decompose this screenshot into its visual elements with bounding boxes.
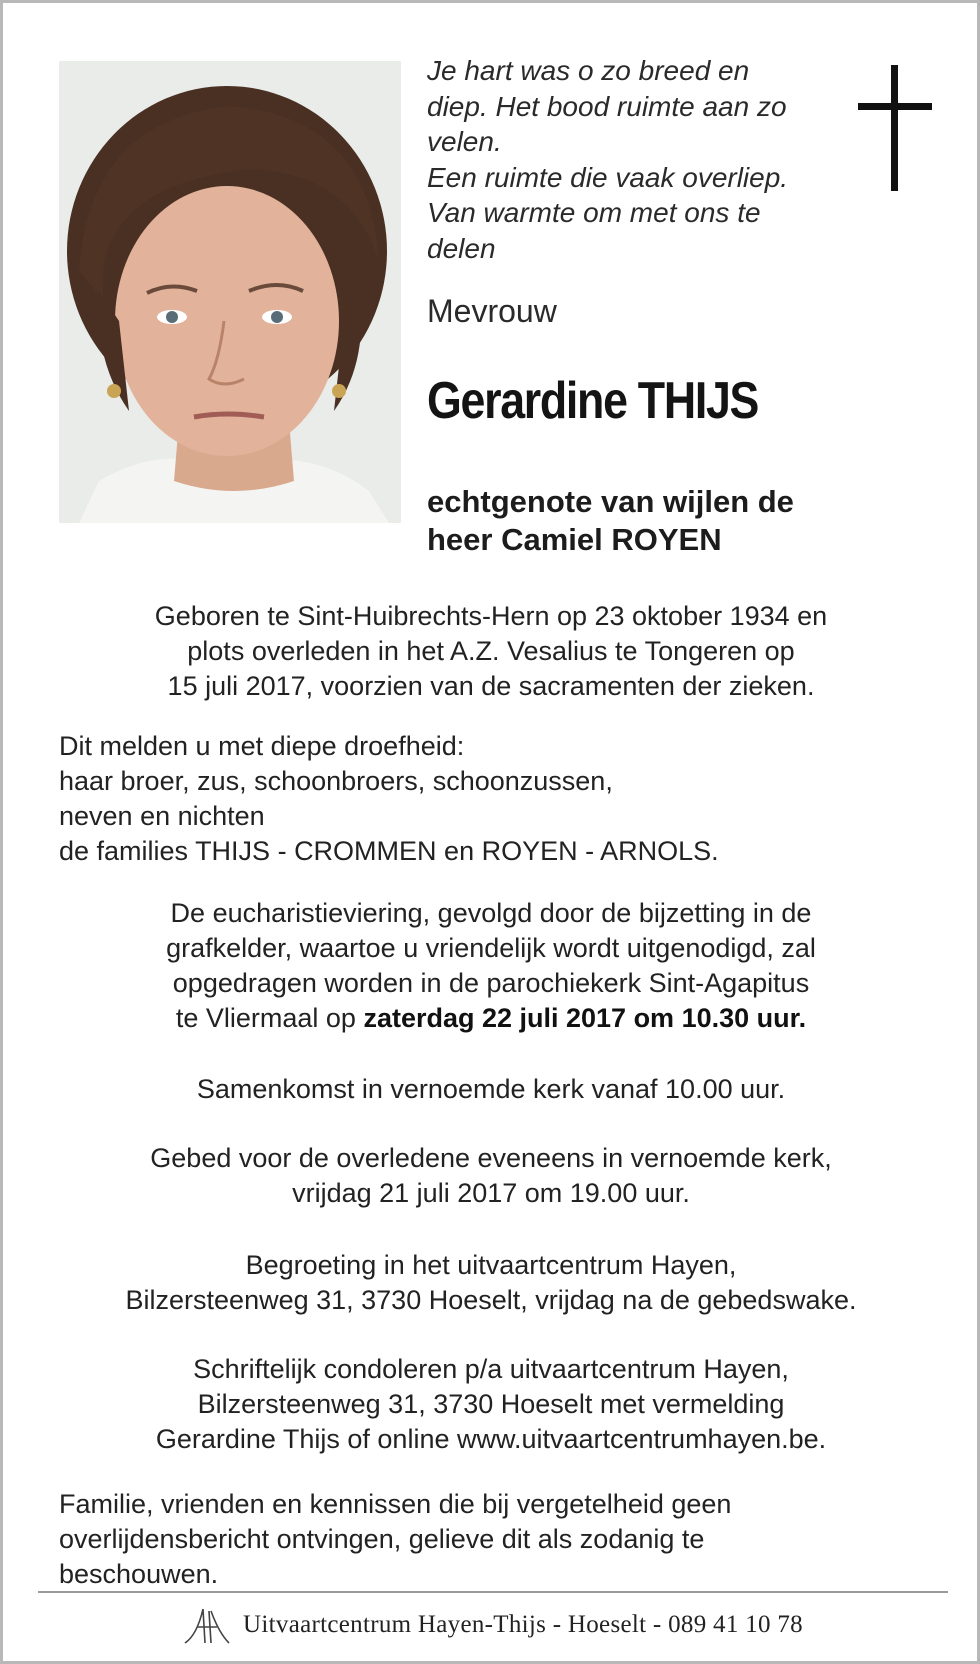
paragraph-line: grafkelder, waartoe u vriendelijk wordt uitgenodigd, zal bbox=[166, 933, 816, 963]
paragraph-line: Geboren te Sint-Huibrechts-Hern op 23 oktober 1934 en bbox=[154, 601, 828, 631]
honorific: Mevrouw bbox=[427, 293, 557, 329]
paragraph-line: Bilzersteenweg 31, 3730 Hoeselt, vrijdag na de gebedswake. bbox=[125, 1285, 857, 1315]
poem bbox=[427, 53, 847, 266]
paragraph-line: neven en nichten bbox=[59, 801, 265, 831]
paragraph-line: Begroeting in het uitvaartcentrum Hayen, bbox=[245, 1250, 737, 1280]
paragraph-line: plots overleden in het A.Z. Vesalius te Tongeren op bbox=[187, 636, 795, 666]
ceremony-location: te Vliermaal op bbox=[175, 1003, 364, 1033]
ceremony-datetime: zaterdag 22 juli 2017 om 10.30 uur. bbox=[363, 1003, 807, 1033]
paragraph-line: De eucharistieviering, gevolgd door de bijzetting in de bbox=[170, 898, 812, 928]
spouse-line: echtgenote van wijlen de bbox=[427, 484, 794, 519]
paragraph-line: Samenkomst in vernoemde kerk vanaf 10.00 uur. bbox=[196, 1074, 786, 1104]
closing-paragraph bbox=[59, 1487, 923, 1592]
paragraph-line: beschouwen. bbox=[59, 1559, 219, 1589]
poem-line: delen bbox=[427, 232, 496, 264]
paragraph-line: Schriftelijk condoleren p/a uitvaartcentrum Hayen, bbox=[193, 1354, 789, 1384]
paragraph-line: Dit melden u met diepe droefheid: bbox=[59, 731, 465, 761]
paragraph-line: overlijdensbericht ontvingen, gelieve dit als zodanig te bbox=[59, 1524, 705, 1554]
ceremony-paragraph bbox=[59, 896, 923, 1036]
spouse-line: heer Camiel ROYEN bbox=[427, 522, 722, 557]
poem-line: velen. bbox=[427, 126, 502, 157]
greeting-paragraph bbox=[59, 1248, 923, 1318]
prayer-paragraph bbox=[59, 1141, 923, 1211]
paragraph-line: Gebed voor de overledene eveneens in vernoemde kerk, bbox=[150, 1143, 832, 1173]
paragraph-line: Familie, vrienden en kennissen die bij vergetelheid geen bbox=[59, 1489, 732, 1519]
paragraph-line: Gerardine Thijs of online www.uitvaartcentrumhayen.be. bbox=[155, 1424, 827, 1454]
birth-death-paragraph bbox=[59, 599, 923, 704]
funeral-home-logo-icon bbox=[183, 1605, 231, 1645]
footer-contact: Uitvaartcentrum Hayen-Thijs - Hoeselt - 089 41 10 78 bbox=[243, 1611, 803, 1638]
paragraph-line bbox=[59, 1001, 923, 1036]
paragraph-line: haar broer, zus, schoonbroers, schoonzussen, bbox=[59, 766, 613, 796]
condolence-paragraph bbox=[59, 1352, 923, 1457]
family-paragraph bbox=[59, 729, 923, 869]
footer bbox=[3, 1605, 980, 1645]
poem-line: diep. Het bood ruimte aan zo bbox=[427, 90, 787, 122]
footer-divider bbox=[38, 1591, 948, 1593]
spouse-info bbox=[427, 483, 794, 559]
poem-line: Je hart was o zo breed en bbox=[427, 55, 750, 86]
gathering-paragraph bbox=[59, 1072, 923, 1107]
paragraph-line: Bilzersteenweg 31, 3730 Hoeselt met vermelding bbox=[197, 1389, 785, 1419]
paragraph-line: 15 juli 2017, voorzien van de sacramenten der zieken. bbox=[167, 671, 815, 701]
paragraph-line: vrijdag 21 juli 2017 om 19.00 uur. bbox=[292, 1178, 690, 1208]
paragraph-line: opgedragen worden in de parochiekerk Sint-Agapitus bbox=[172, 968, 810, 998]
portrait-photo bbox=[59, 61, 401, 523]
poem-line: Van warmte om met ons te bbox=[427, 197, 761, 228]
deceased-name: Gerardine THIJS bbox=[427, 372, 759, 430]
cross-icon bbox=[858, 65, 932, 191]
poem-line: Een ruimte die vaak overliep. bbox=[427, 161, 789, 193]
paragraph-line: de families THIJS - CROMMEN en ROYEN - ARNOLS. bbox=[59, 836, 719, 866]
